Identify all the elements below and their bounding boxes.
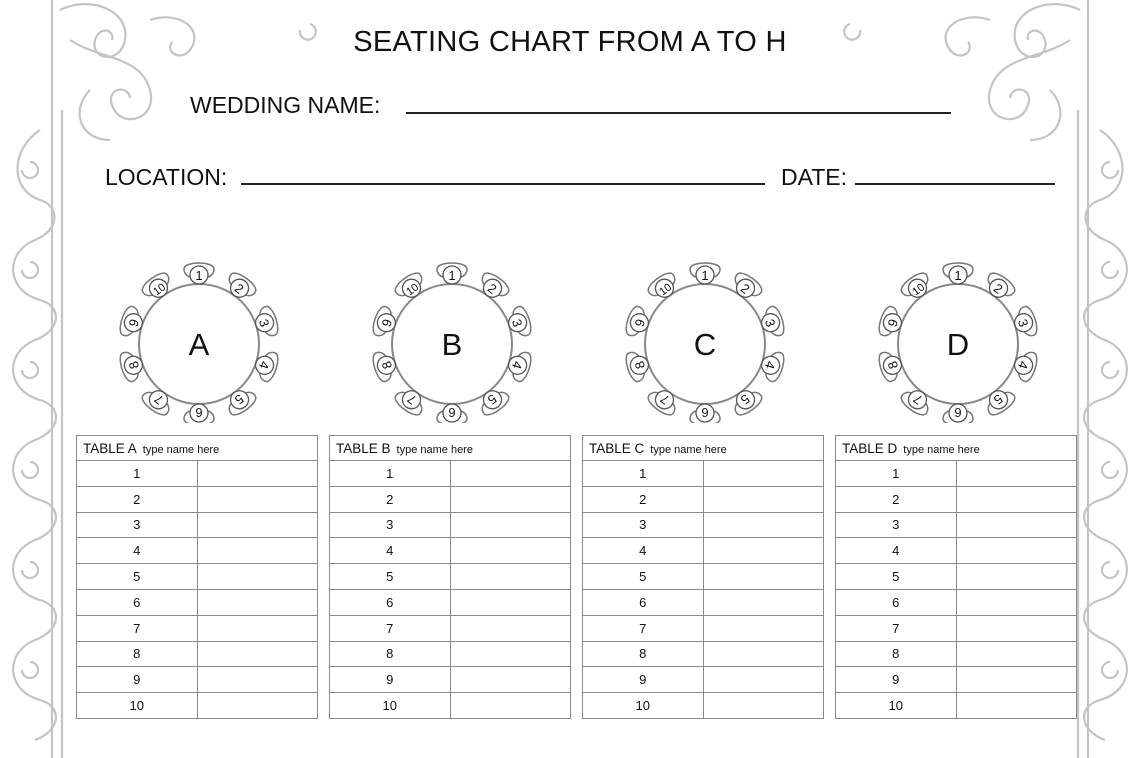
guest-table-header — [77, 436, 318, 461]
seat-number: 5 — [484, 391, 500, 408]
table-row — [330, 589, 571, 615]
table-letter: A — [188, 327, 210, 362]
wedding-name-label: WEDDING NAME: — [190, 92, 381, 118]
seat-5 — [475, 384, 512, 419]
seat-number-cell: 10 — [836, 693, 957, 719]
table-row — [330, 486, 571, 512]
seat-7 — [898, 384, 935, 419]
table-label: TABLE C — [589, 440, 645, 456]
seat-number-cell: 10 — [330, 693, 451, 719]
table-row — [583, 564, 824, 590]
table-row — [583, 589, 824, 615]
seat-2 — [475, 270, 512, 305]
seat-number-cell: 2 — [330, 486, 451, 512]
guest-table-a — [76, 435, 318, 719]
seat-9 — [623, 305, 652, 340]
seat-number: 7 — [657, 391, 673, 408]
guest-name-cell[interactable] — [197, 693, 318, 719]
seat-1 — [184, 263, 214, 284]
table-row — [583, 641, 824, 667]
guest-name-cell[interactable] — [956, 589, 1077, 615]
seat-number-cell: 8 — [330, 641, 451, 667]
table-letter: D — [946, 327, 970, 362]
table-row — [330, 693, 571, 719]
guest-name-cell[interactable] — [450, 461, 571, 487]
guest-name-cell[interactable] — [703, 693, 824, 719]
table-label: TABLE D — [842, 440, 898, 456]
seat-number-cell: 1 — [77, 461, 198, 487]
guest-name-cell[interactable] — [197, 461, 318, 487]
table-row — [330, 538, 571, 564]
seat-7 — [139, 384, 176, 419]
seat-5 — [728, 384, 765, 419]
table-row — [330, 615, 571, 641]
guest-name-cell[interactable] — [703, 486, 824, 512]
seat-number: 3 — [1014, 317, 1032, 329]
seat-number: 8 — [884, 359, 902, 371]
seat-number: 4 — [1014, 359, 1032, 371]
name-placeholder[interactable]: type name here — [903, 443, 980, 456]
guest-name-cell[interactable] — [450, 564, 571, 590]
guest-name-cell[interactable] — [197, 589, 318, 615]
seat-2 — [222, 270, 259, 305]
table-diagram-a — [114, 253, 284, 423]
wedding-name-field[interactable] — [406, 112, 951, 114]
table-row — [77, 461, 318, 487]
table-row — [77, 486, 318, 512]
seat-number: 9 — [884, 317, 902, 329]
seat-number: 2 — [990, 280, 1006, 297]
seat-4 — [757, 348, 786, 383]
seat-number-cell: 4 — [330, 538, 451, 564]
table-row — [836, 693, 1077, 719]
table-row — [77, 615, 318, 641]
seat-number: 9 — [631, 317, 649, 329]
seat-8 — [623, 348, 652, 383]
table-row — [330, 461, 571, 487]
seat-number-cell: 6 — [330, 589, 451, 615]
table-row — [836, 512, 1077, 538]
seat-number-cell: 5 — [77, 564, 198, 590]
table-row — [836, 667, 1077, 693]
seat-number: 7 — [151, 391, 167, 408]
table-row — [836, 486, 1077, 512]
seat-number-cell: 3 — [836, 512, 957, 538]
seat-number: 3 — [508, 317, 526, 329]
seat-number: 2 — [737, 280, 753, 297]
seat-number: 6 — [701, 405, 709, 420]
seat-number: 9 — [125, 317, 143, 329]
seat-number: 4 — [761, 359, 779, 371]
seat-number: 8 — [378, 359, 396, 371]
table-row — [836, 564, 1077, 590]
seat-number: 1 — [448, 268, 456, 283]
seat-number: 1 — [701, 268, 709, 283]
seat-number-cell: 2 — [583, 486, 704, 512]
seat-3 — [757, 305, 786, 340]
seat-number: 5 — [231, 391, 247, 408]
seat-number: 7 — [910, 391, 926, 408]
guest-table-header — [330, 436, 571, 461]
guest-name-cell[interactable] — [703, 641, 824, 667]
seat-number-cell: 3 — [583, 512, 704, 538]
guest-name-cell[interactable] — [956, 615, 1077, 641]
table-row — [836, 615, 1077, 641]
seat-number-cell: 9 — [836, 667, 957, 693]
seat-number: 5 — [737, 391, 753, 408]
seat-4 — [251, 348, 280, 383]
table-row — [583, 486, 824, 512]
seat-9 — [117, 305, 146, 340]
guest-name-cell[interactable] — [450, 693, 571, 719]
seat-number-cell: 9 — [583, 667, 704, 693]
seat-number: 10 — [151, 281, 169, 299]
seat-10 — [898, 270, 935, 305]
seat-3 — [1010, 305, 1039, 340]
guest-name-cell[interactable] — [703, 615, 824, 641]
table-row — [330, 667, 571, 693]
seat-number: 7 — [404, 391, 420, 408]
table-row — [77, 512, 318, 538]
seat-number-cell: 7 — [330, 615, 451, 641]
seat-1 — [943, 263, 973, 284]
table-diagram-b — [367, 253, 537, 423]
seat-4 — [1010, 348, 1039, 383]
seat-number-cell: 7 — [583, 615, 704, 641]
page-title: SEATING CHART FROM A TO H — [353, 26, 787, 58]
seat-6 — [437, 404, 467, 423]
seat-number: 10 — [404, 281, 422, 299]
table-row — [583, 615, 824, 641]
seat-number-cell: 8 — [77, 641, 198, 667]
seat-number: 4 — [255, 359, 273, 371]
guest-table-d — [835, 435, 1077, 719]
seat-number: 3 — [761, 317, 779, 329]
guest-name-cell[interactable] — [956, 564, 1077, 590]
table-row — [77, 693, 318, 719]
seat-number-cell: 1 — [330, 461, 451, 487]
guest-name-cell[interactable] — [450, 512, 571, 538]
seat-number: 5 — [990, 391, 1006, 408]
guest-name-cell[interactable] — [956, 667, 1077, 693]
guest-name-cell[interactable] — [450, 615, 571, 641]
seat-number-cell: 4 — [77, 538, 198, 564]
table-row — [77, 538, 318, 564]
name-placeholder[interactable]: type name here — [396, 443, 473, 456]
seat-10 — [645, 270, 682, 305]
table-row — [583, 512, 824, 538]
name-placeholder[interactable]: type name here — [142, 443, 220, 456]
seat-number-cell: 2 — [836, 486, 957, 512]
seat-6 — [690, 404, 720, 423]
guest-name-cell[interactable] — [197, 512, 318, 538]
guest-table-header — [836, 436, 1077, 461]
table-letter: C — [693, 327, 717, 362]
table-row — [836, 641, 1077, 667]
table-row — [330, 564, 571, 590]
table-row — [583, 538, 824, 564]
seat-7 — [392, 384, 429, 419]
seat-number: 10 — [657, 281, 675, 299]
guest-name-cell[interactable] — [956, 486, 1077, 512]
seat-number-cell: 10 — [77, 693, 198, 719]
guest-name-cell[interactable] — [197, 538, 318, 564]
table-row — [330, 641, 571, 667]
seat-4 — [504, 348, 533, 383]
seat-number-cell: 6 — [583, 589, 704, 615]
location-label: LOCATION: — [105, 164, 228, 190]
seat-number-cell: 6 — [77, 589, 198, 615]
seat-number-cell: 9 — [330, 667, 451, 693]
guest-name-cell[interactable] — [703, 589, 824, 615]
seat-number: 1 — [195, 268, 203, 283]
seat-8 — [370, 348, 399, 383]
seat-number-cell: 5 — [583, 564, 704, 590]
table-row — [330, 512, 571, 538]
seat-number: 9 — [378, 317, 396, 329]
seat-10 — [139, 270, 176, 305]
table-label: TABLE B — [336, 440, 391, 456]
table-row — [583, 693, 824, 719]
seat-number: 2 — [231, 280, 247, 297]
guest-name-cell[interactable] — [956, 641, 1077, 667]
table-letter: B — [441, 327, 463, 362]
seat-1 — [437, 263, 467, 284]
seat-number-cell: 10 — [583, 693, 704, 719]
seat-8 — [876, 348, 905, 383]
table-label: TABLE A — [83, 440, 137, 456]
seat-number-cell: 8 — [583, 641, 704, 667]
seat-number-cell: 9 — [77, 667, 198, 693]
guest-name-cell[interactable] — [956, 538, 1077, 564]
seat-7 — [645, 384, 682, 419]
guest-name-cell[interactable] — [197, 615, 318, 641]
seat-number-cell: 1 — [583, 461, 704, 487]
guest-name-cell[interactable] — [703, 461, 824, 487]
seat-number-cell: 3 — [330, 512, 451, 538]
seat-number: 1 — [954, 268, 962, 283]
seat-number: 8 — [631, 359, 649, 371]
guest-name-cell[interactable] — [450, 641, 571, 667]
table-row — [836, 538, 1077, 564]
guest-name-cell[interactable] — [197, 641, 318, 667]
table-row — [77, 667, 318, 693]
table-diagram-d — [873, 253, 1043, 423]
guest-name-cell[interactable] — [450, 589, 571, 615]
seat-6 — [184, 404, 214, 423]
guest-table-c — [582, 435, 824, 719]
table-row — [583, 667, 824, 693]
seat-number: 8 — [125, 359, 143, 371]
name-placeholder[interactable]: type name here — [650, 443, 727, 456]
guest-name-cell[interactable] — [450, 538, 571, 564]
guest-name-cell[interactable] — [956, 693, 1077, 719]
guest-name-cell[interactable] — [703, 512, 824, 538]
seat-5 — [981, 384, 1018, 419]
seat-number-cell: 8 — [836, 641, 957, 667]
guest-table-header — [583, 436, 824, 461]
guest-name-cell[interactable] — [703, 564, 824, 590]
seat-8 — [117, 348, 146, 383]
seat-number-cell: 4 — [583, 538, 704, 564]
guest-name-cell[interactable] — [450, 667, 571, 693]
guest-name-cell[interactable] — [703, 667, 824, 693]
seat-number-cell: 3 — [77, 512, 198, 538]
seat-number: 6 — [954, 405, 962, 420]
seat-number-cell: 7 — [77, 615, 198, 641]
seat-number-cell: 5 — [330, 564, 451, 590]
guest-name-cell[interactable] — [703, 538, 824, 564]
table-row — [77, 589, 318, 615]
seat-number-cell: 4 — [836, 538, 957, 564]
seat-5 — [222, 384, 259, 419]
guest-name-cell[interactable] — [450, 486, 571, 512]
table-row — [836, 461, 1077, 487]
seat-number: 2 — [484, 280, 500, 297]
location-field[interactable] — [241, 183, 765, 185]
seat-10 — [392, 270, 429, 305]
seat-9 — [370, 305, 399, 340]
seat-1 — [690, 263, 720, 284]
seat-number: 6 — [448, 405, 456, 420]
table-diagram-c — [620, 253, 790, 423]
seat-number: 10 — [910, 281, 928, 299]
seat-3 — [251, 305, 280, 340]
seat-number: 6 — [195, 405, 203, 420]
guest-name-cell[interactable] — [197, 564, 318, 590]
date-label: DATE: — [781, 164, 848, 190]
seat-number-cell: 1 — [836, 461, 957, 487]
table-row — [836, 589, 1077, 615]
seat-number: 4 — [508, 359, 526, 371]
guest-name-cell[interactable] — [197, 667, 318, 693]
seat-6 — [943, 404, 973, 423]
guest-table-b — [329, 435, 571, 719]
seat-number-cell: 5 — [836, 564, 957, 590]
table-row — [77, 564, 318, 590]
guest-name-cell[interactable] — [197, 486, 318, 512]
table-row — [77, 641, 318, 667]
seat-number-cell: 6 — [836, 589, 957, 615]
seat-2 — [728, 270, 765, 305]
date-field[interactable] — [855, 183, 1055, 185]
table-row — [583, 461, 824, 487]
seat-number-cell: 7 — [836, 615, 957, 641]
seat-number: 3 — [255, 317, 273, 329]
seat-number-cell: 2 — [77, 486, 198, 512]
guest-name-cell[interactable] — [956, 461, 1077, 487]
guest-name-cell[interactable] — [956, 512, 1077, 538]
seat-9 — [876, 305, 905, 340]
seat-3 — [504, 305, 533, 340]
seat-2 — [981, 270, 1018, 305]
